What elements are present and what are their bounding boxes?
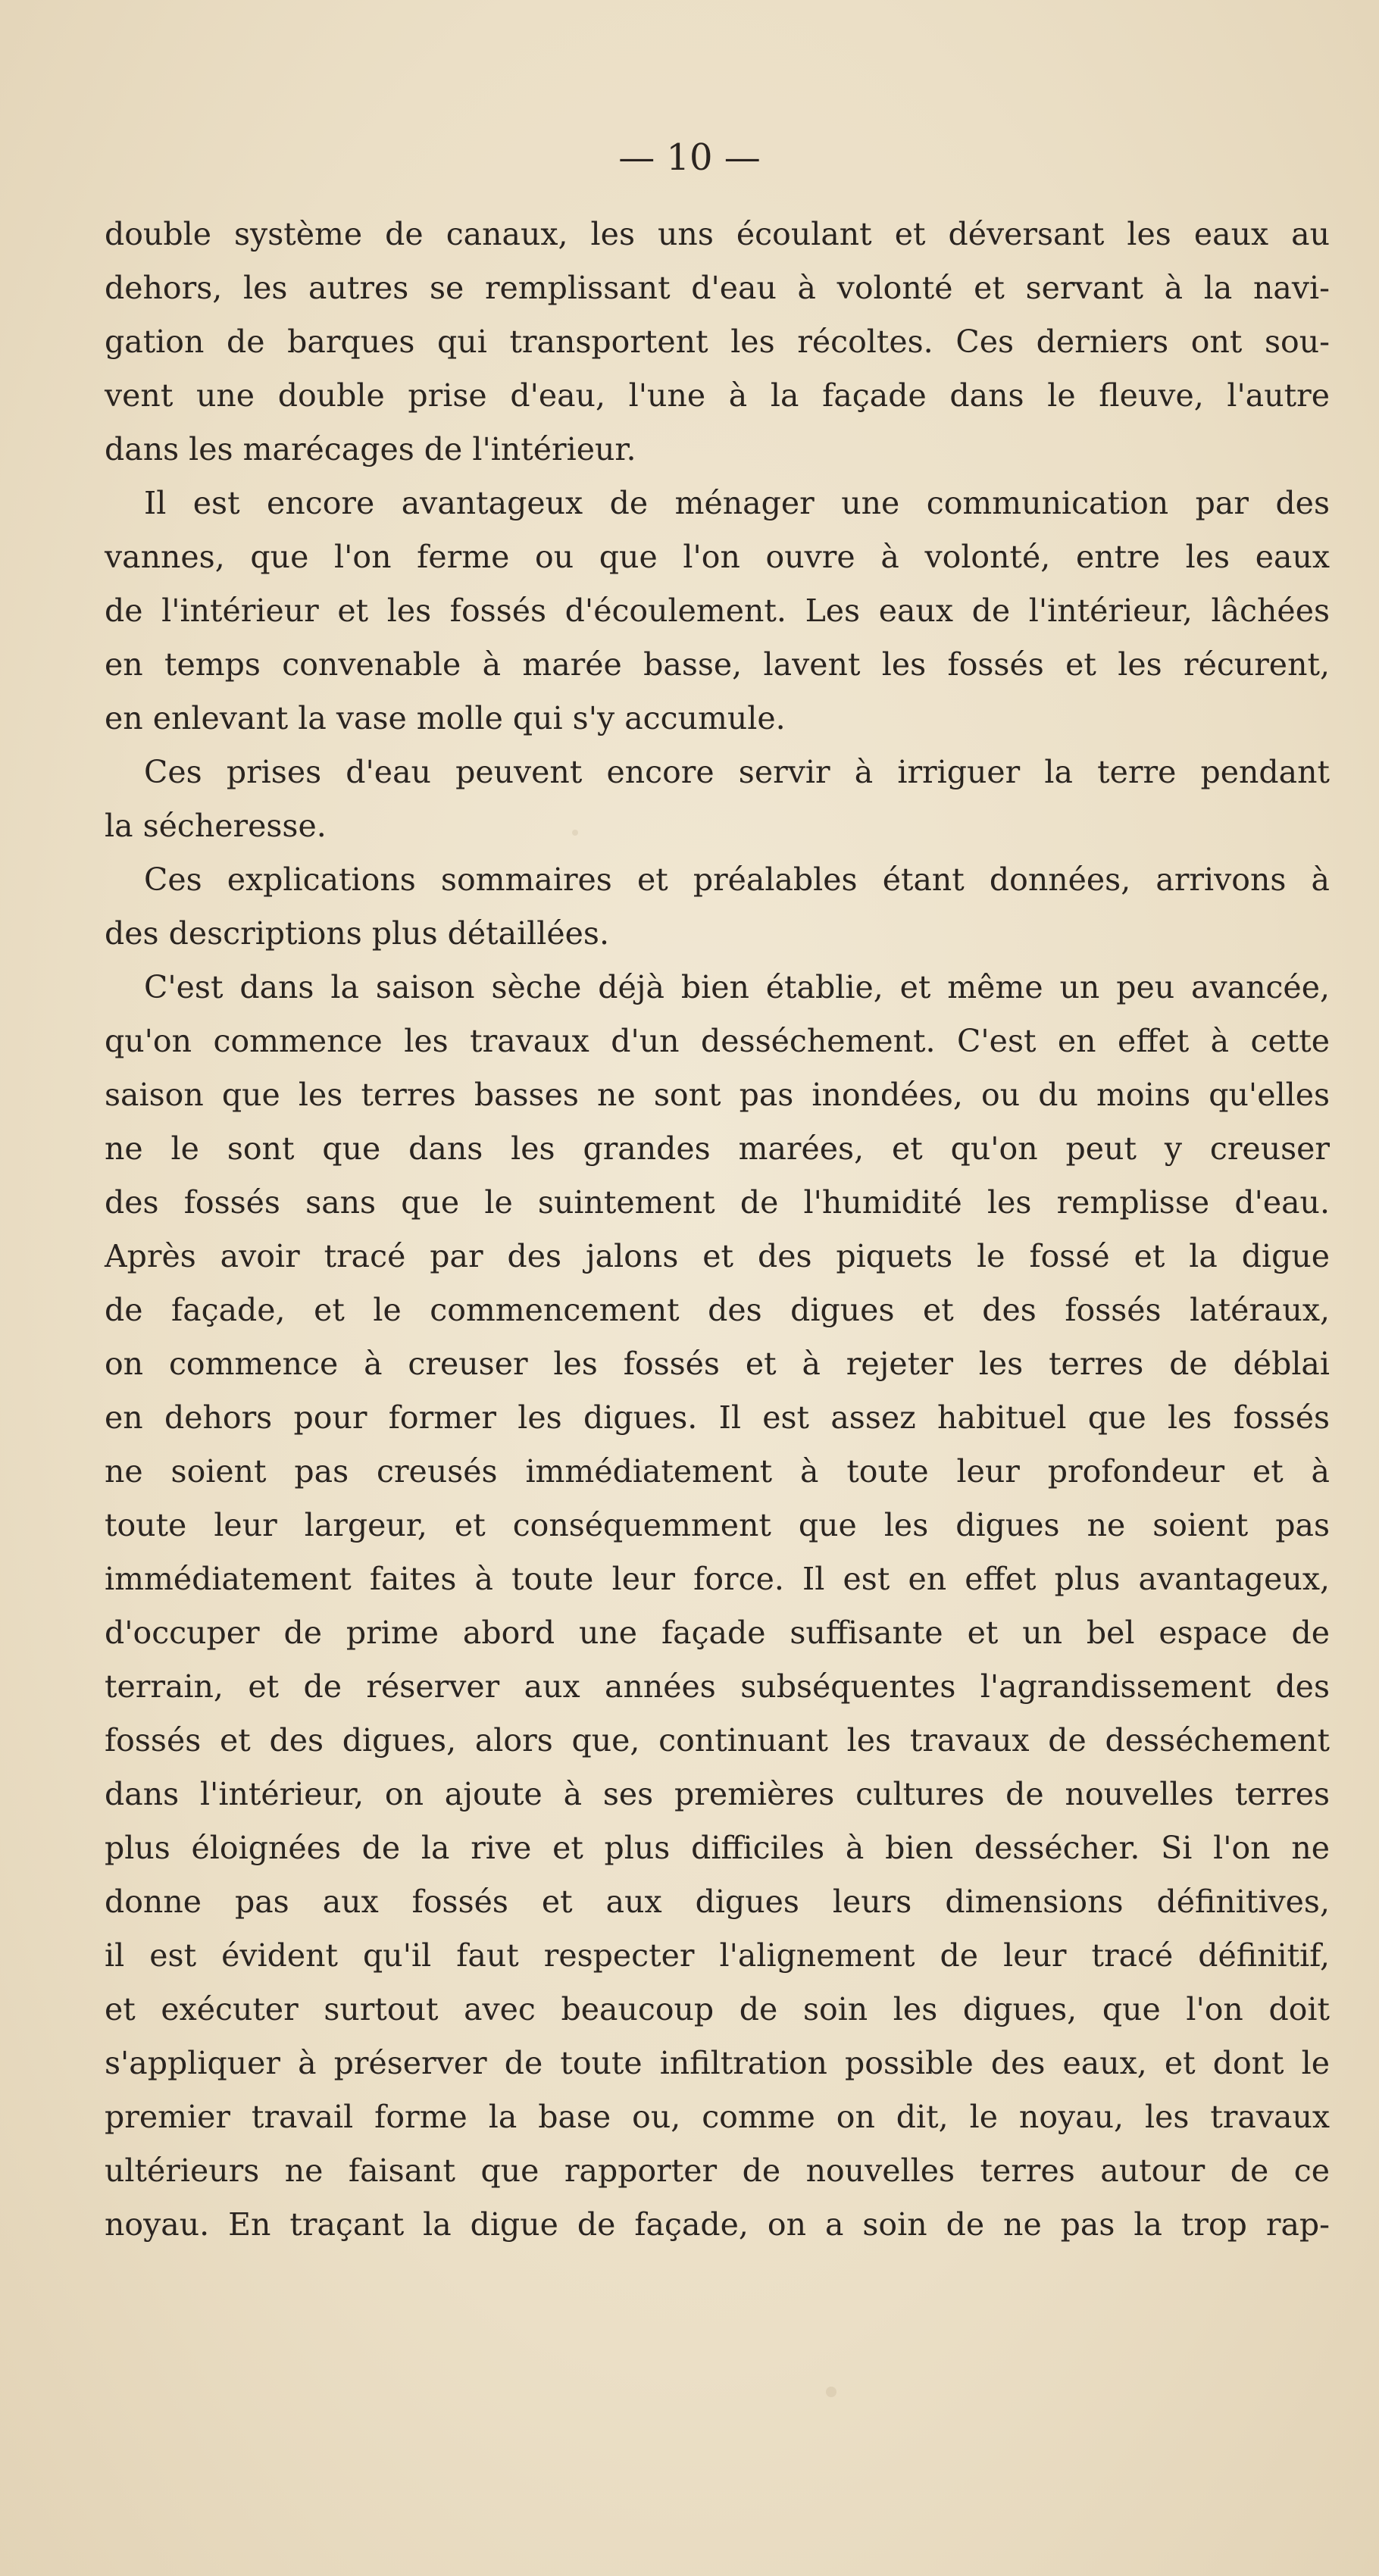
paragraph-start-line: C'est dans la saison sèche déjà bien établie, et même un peu avancée, [144, 969, 1330, 1005]
text-line: ne soient pas creusés immédiatement à toute leur profondeur et à [105, 1453, 1330, 1490]
text-line: vannes, que l'on ferme ou que l'on ouvre à volonté, entre les eaux [105, 539, 1330, 575]
text-line: gation de barques qui transportent les récoltes. Ces derniers ont sou- [105, 324, 1330, 360]
text-line: double système de canaux, les uns écoulant et déversant les eaux au [105, 216, 1330, 252]
text-line: la sécheresse. [105, 808, 327, 844]
text-line: dans l'intérieur, on ajoute à ses premières cultures de nouvelles terres [105, 1776, 1330, 1812]
text-line: des fossés sans que le suintement de l'humidité les remplisse d'eau. [105, 1184, 1330, 1221]
text-line: on commence à creuser les fossés et à rejeter les terres de déblai [105, 1346, 1330, 1382]
text-line: il est évident qu'il faut respecter l'alignement de leur tracé définitif, [105, 1937, 1330, 1974]
text-line: noyau. En traçant la digue de façade, on a soin de ne pas la trop rap- [105, 2206, 1330, 2243]
text-line: donne pas aux fossés et aux digues leurs dimensions définitives, [105, 1884, 1330, 1920]
text-line: Après avoir tracé par des jalons et des piquets le fossé et la digue [105, 1238, 1330, 1274]
text-line: ultérieurs ne faisant que rapporter de nouvelles terres autour de ce [105, 2152, 1330, 2189]
text-line: en temps convenable à marée basse, lavent les fossés et les récurent, [105, 646, 1330, 683]
text-line: immédiatement faites à toute leur force. Il est en effet plus avantageux, [105, 1561, 1330, 1597]
text-line: plus éloignées de la rive et plus difficiles à bien dessécher. Si l'on ne [105, 1830, 1330, 1866]
ink-spot [826, 2387, 836, 2397]
text-line: et exécuter surtout avec beaucoup de soin les digues, que l'on doit [105, 1991, 1330, 2027]
text-line: s'appliquer à préserver de toute infiltration possible des eaux, et dont le [105, 2045, 1330, 2081]
text-line: qu'on commence les travaux d'un desséchement. C'est en effet à cette [105, 1023, 1330, 1059]
paragraph-start-line: Ces prises d'eau peuvent encore servir à irriguer la terre pendant [144, 754, 1330, 790]
text-line: saison que les terres basses ne sont pas inondées, ou du moins qu'elles [105, 1077, 1330, 1113]
text-line: de l'intérieur et les fossés d'écoulement. Les eaux de l'intérieur, lâchées [105, 592, 1330, 629]
page-number: — 10 — [618, 136, 761, 179]
text-line: en enlevant la vase molle qui s'y accumule. [105, 700, 786, 736]
text-line: d'occuper de prime abord une façade suffisante et un bel espace de [105, 1615, 1330, 1651]
paragraph-start-line: Ces explications sommaires et préalables étant données, arrivons à [144, 861, 1330, 898]
text-line: fossés et des digues, alors que, continuant les travaux de desséchement [105, 1722, 1330, 1758]
text-line: des descriptions plus détaillées. [105, 915, 610, 952]
text-line: vent une double prise d'eau, l'une à la façade dans le fleuve, l'autre [105, 377, 1330, 414]
text-line: toute leur largeur, et conséquemment que les digues ne soient pas [105, 1507, 1330, 1543]
text-line: dans les marécages de l'intérieur. [105, 431, 636, 467]
text-line: de façade, et le commencement des digues et des fossés latéraux, [105, 1292, 1330, 1328]
text-line: ne le sont que dans les grandes marées, et qu'on peut y creuser [105, 1130, 1330, 1167]
body-text [105, 208, 1330, 2252]
paragraph-start-line: Il est encore avantageux de ménager une communication par des [144, 485, 1330, 521]
text-line: dehors, les autres se remplissant d'eau à volonté et servant à la navi- [105, 270, 1330, 306]
text-line: premier travail forme la base ou, comme on dit, le noyau, les travaux [105, 2099, 1330, 2135]
text-line: terrain, et de réserver aux années subséquentes l'agrandissement des [105, 1668, 1330, 1705]
text-line: en dehors pour former les digues. Il est assez habituel que les fossés [105, 1399, 1330, 1436]
